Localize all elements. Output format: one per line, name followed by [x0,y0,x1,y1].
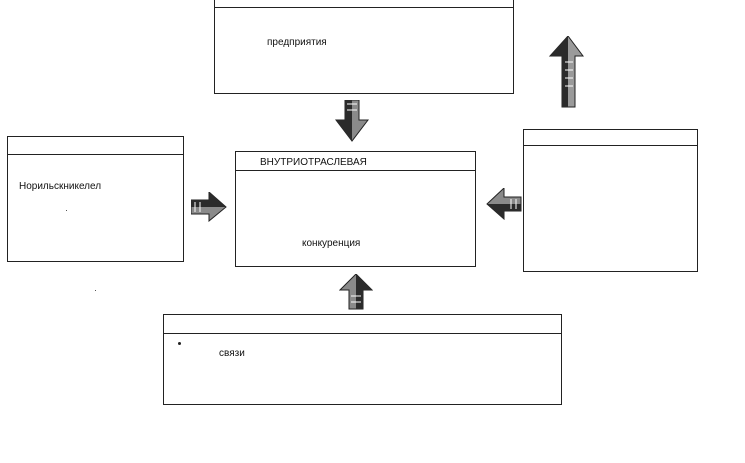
bottom-box-bullet [178,342,181,345]
top-box [214,0,514,94]
arrow-down-icon [335,100,369,142]
left-box-header-divider [8,154,183,155]
scan-speck [95,290,96,291]
center-box-title: ВНУТРИОТРАСЛЕВАЯ [260,157,367,168]
bottom-box-header-divider [164,333,561,334]
arrow-left-icon [486,188,522,220]
center-box-header-divider [236,170,475,171]
left-box-speck [66,210,67,211]
arrow-up-icon [339,274,373,310]
arrow-up-tall-icon [548,36,584,108]
left-box [7,136,184,262]
top-box-text: предприятия [267,37,327,48]
arrow-right-icon [191,192,227,222]
center-box-text: конкуренция [302,238,361,249]
top-box-header-divider [215,7,513,8]
bottom-box-text: связи [219,348,245,359]
center-box [235,151,476,267]
right-box [523,129,698,272]
bottom-box [163,314,562,405]
right-box-header-divider [524,145,697,146]
left-box-text: Норильскникелел [19,181,102,192]
